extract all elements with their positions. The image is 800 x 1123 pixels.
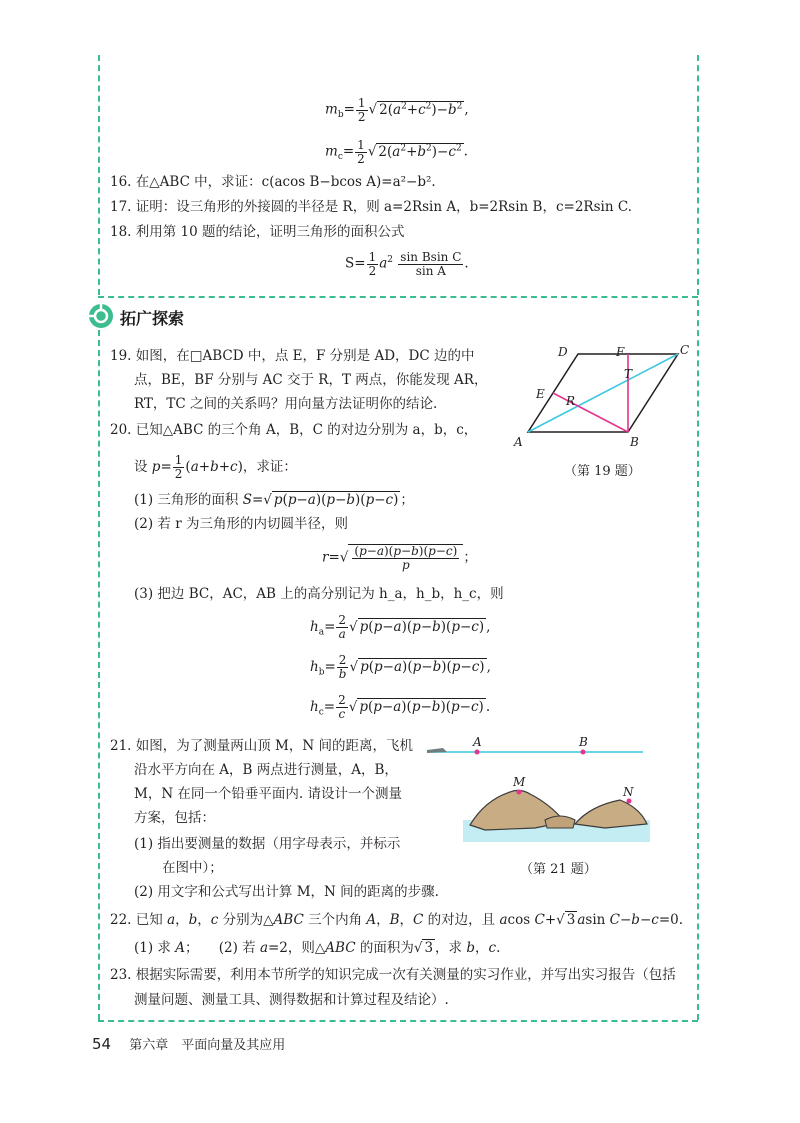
fig21-label-N: N: [623, 785, 634, 799]
formula-hb: $h_b=$ $\frac{2}{b}$ √ p(p−a)(p−b)(p−c) ,: [310, 653, 491, 681]
problem-21-line2: 沿水平方向在 A，B 两点进行测量，A，B，: [134, 762, 398, 778]
problem-22-line2: (1) 求 A； (2) 若 a=2，则△ABC 的面积为√ 3 ，求 b，c.: [134, 940, 501, 956]
figure-21-caption: （第 21 题）: [520, 862, 597, 877]
fig19-label-A: A: [514, 435, 523, 449]
fig19-label-D: D: [558, 345, 568, 359]
formula-mc: $m_c=$ $\frac{1}{2}$ √ $2(a^2+b^2)-c^2$ .: [325, 137, 468, 166]
fig19-label-C: C: [680, 343, 690, 357]
formula-ha: $h_a=$ $\frac{2}{a}$ √ p(p−a)(p−b)(p−c) ,: [310, 613, 491, 641]
problem-19-line2: 点，BE，BF 分别与 AC 交于 R，T 两点，你能发现 AR，: [134, 372, 488, 388]
fig21-label-M: M: [513, 775, 526, 789]
problem-18-formula: S= $\frac{1}{2}$ $a^2$ $\frac{\text{sin Bsin C}}{\text{sin A}}$ .: [345, 249, 469, 278]
fig19-label-T: T: [624, 367, 633, 381]
problem-20-part2: (2) 若 r 为三角形的内切圆半径，则: [134, 516, 348, 532]
problem-21-part1a: (1) 指出要测量的数据（用字母表示，并标示: [134, 836, 401, 852]
problem-21-part1b: 在图中）；: [162, 860, 223, 876]
problem-18: 18. 利用第 10 题的结论，证明三角形的面积公式: [110, 224, 405, 240]
fig19-label-R: R: [566, 394, 576, 408]
chapter-title: 第六章 平面向量及其应用: [129, 1038, 286, 1053]
fig19-label-B: B: [630, 435, 639, 449]
problem-21-part2: (2) 用文字和公式写出计算 M，N 间的距离的步骤.: [134, 884, 439, 900]
problem-21-line4: 方案，包括：: [134, 810, 215, 826]
problem-20-line2: 设 p= $\frac{1}{2}$ (a+b+c)，求证：: [134, 453, 297, 481]
section-title: 拓广探索: [120, 309, 185, 328]
frame-top-bottom: [98, 296, 698, 298]
problem-22-line1: 22. 已知 a，b，c 分别为△ABC 三个内角 A，B，C 的对边，且 acos C+√ 3 asin C−b−c=0.: [110, 912, 684, 928]
problem-20-line1: 20. 已知△ABC 的三个角 A，B，C 的对边分别为 a，b，c，: [110, 422, 478, 438]
frame-right-top: [697, 55, 699, 295]
problem-23-line2: 测量问题、测量工具、测得数据和计算过程及结论）.: [134, 992, 449, 1008]
problem-20-part1: (1) 三角形的面积 S=√ p(p−a)(p−b)(p−c) ；: [134, 492, 414, 508]
problem-20-part3: (3) 把边 BC，AC，AB 上的高分别记为 h_a，h_b，h_c，则: [134, 586, 504, 602]
problem-19-line1: 19. 如图，在□ABCD 中，点 E，F 分别是 AD，DC 边的中: [110, 348, 475, 364]
fig19-label-F: F: [616, 345, 625, 359]
figure-21-mountains: [425, 730, 650, 850]
problem-23-line1: 23. 根据实际需要，利用本节所学的知识完成一次有关测量的实习作业，并写出实习报告（包括: [110, 967, 676, 983]
frame-bottom: [98, 1020, 698, 1022]
explore-icon: [88, 303, 114, 329]
frame-left-bottom: [98, 330, 100, 1020]
fig21-label-B: B: [579, 735, 588, 749]
figure-19-caption: （第 19 题）: [564, 464, 641, 479]
problem-19-line3: RT，TC 之间的关系吗？用向量方法证明你的结论.: [134, 396, 438, 412]
fig19-label-E: E: [536, 387, 545, 401]
figure-19-parallelogram: [508, 342, 698, 452]
problem-21-line3: M，N 在同一个铅垂平面内. 请设计一个测量: [134, 786, 403, 802]
fig21-label-A: A: [473, 735, 482, 749]
problem-20-part2-formula: r=√ $\frac{(p-a)(p-b)(p-c)}{p}$ ；: [322, 544, 477, 572]
problem-17: 17. 证明：设三角形的外接圆的半径是 R，则 a=2Rsin A，b=2Rsin B，c=2Rsin C.: [110, 199, 632, 215]
formula-hc: $h_c=$ $\frac{2}{c}$ √ p(p−a)(p−b)(p−c) .: [310, 693, 491, 721]
page-number: 54: [92, 1035, 112, 1053]
formula-mb: $m_b=$ $\frac{1}{2}$ √ $2(a^2+c^2)-b^2$ ,: [325, 95, 469, 124]
frame-left-top: [98, 55, 100, 295]
problem-16: 16. 在△ABC 中，求证：c(acos B−bcos A)=a²−b².: [110, 174, 436, 190]
page-footer: [92, 1034, 285, 1053]
problem-21-line1: 21. 如图，为了测量两山顶 M，N 间的距离，飞机: [110, 738, 413, 754]
